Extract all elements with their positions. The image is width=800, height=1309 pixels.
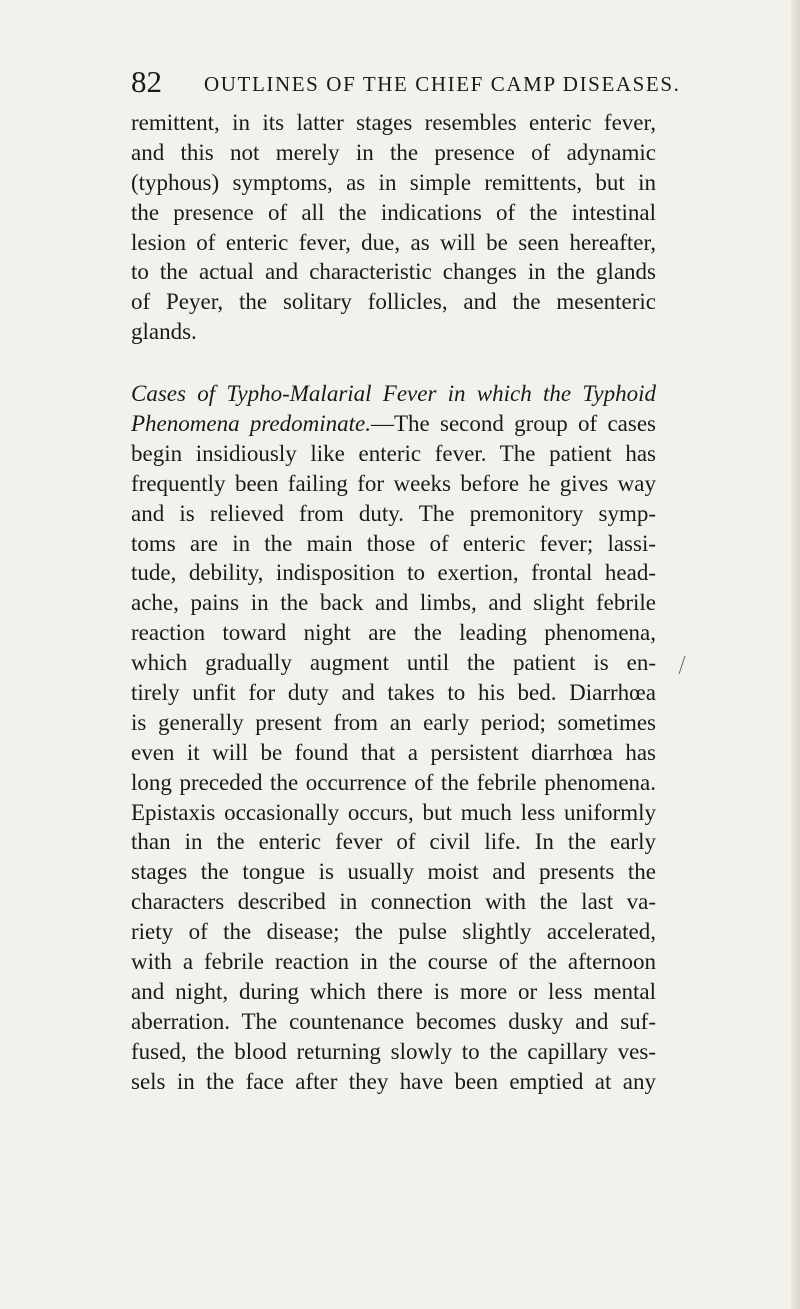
section-heading-end: Phenomena predominate. xyxy=(131,411,371,437)
text-line: begin insidiously like enteric fever. The patient has xyxy=(131,440,656,466)
page-edge-shadow xyxy=(791,0,800,1309)
text-line: riety of the disease; the pulse slightly accelerated, xyxy=(131,919,656,945)
text-line: than in the enteric fever of civil life. In the early xyxy=(131,829,656,855)
text-line: tirely unfit for duty and takes to his bed. Diarrhœa xyxy=(131,680,656,706)
text-line: and night, during which there is more or less mental xyxy=(131,978,656,1004)
text-line: which gradually augment until the patient is en- xyxy=(131,650,656,676)
page-number: 82 xyxy=(131,64,162,99)
text-line: the presence of all the indications of the intestinal xyxy=(131,199,656,225)
text-line: is generally present from an early period; sometimes xyxy=(131,709,656,735)
text-line: lesion of enteric fever, due, as will be seen hereafter, xyxy=(131,229,656,255)
text-line: of Peyer, the solitary follicles, and the mesenteric xyxy=(131,289,656,315)
text-line: ache, pains in the back and limbs, and slight febrile xyxy=(131,590,656,616)
text-line: Epistaxis occasionally occurs, but much less uniformly xyxy=(131,799,656,825)
text-line: with a febrile reaction in the course of the afternoon xyxy=(131,949,656,975)
text-line: stages the tongue is usually moist and presents the xyxy=(131,859,656,885)
text-line xyxy=(131,409,656,439)
text-segment: —The second group of cases xyxy=(371,411,656,437)
text-line: tude, debility, indisposition to exertion, frontal head- xyxy=(131,560,656,586)
text-line: fused, the blood returning slowly to the capillary ves- xyxy=(131,1038,656,1064)
text-line: and is relieved from duty. The premonitory symp- xyxy=(131,500,656,526)
section-heading: Cases of Typho-Malarial Fever in which the Typhoid xyxy=(131,381,656,407)
paragraph-2 xyxy=(131,379,656,1096)
stray-pen-mark xyxy=(676,655,688,675)
text-line: even it will be found that a persistent diarrhœa has xyxy=(131,739,656,765)
text-line: to the actual and characteristic changes in the glands xyxy=(131,259,656,285)
text-line: glands. xyxy=(131,319,197,345)
text-line: toms are in the main those of enteric fever; lassi- xyxy=(131,530,656,556)
text-line: (typhous) symptoms, as in simple remittents, but in xyxy=(131,169,656,195)
text-line: sels in the face after they have been emptied at any xyxy=(131,1068,656,1094)
text-line: reaction toward night are the leading phenomena, xyxy=(131,620,656,646)
text-line: frequently been failing for weeks before he gives way xyxy=(131,470,656,496)
text-line: remittent, in its latter stages resembles enteric fever, xyxy=(131,110,656,135)
body-text xyxy=(131,108,656,1097)
page-header xyxy=(131,62,681,102)
running-head: OUTLINES OF THE CHIEF CAMP DISEASES. xyxy=(204,72,681,96)
paragraph-1 xyxy=(131,108,656,347)
paragraph-gap xyxy=(131,347,656,379)
text-line: and this not merely in the presence of adynamic xyxy=(131,139,656,165)
text-line: characters described in connection with the last va- xyxy=(131,889,656,915)
text-line: aberration. The countenance becomes dusky and suf- xyxy=(131,1008,656,1034)
text-line: long preceded the occurrence of the febrile phenomena. xyxy=(131,769,656,795)
